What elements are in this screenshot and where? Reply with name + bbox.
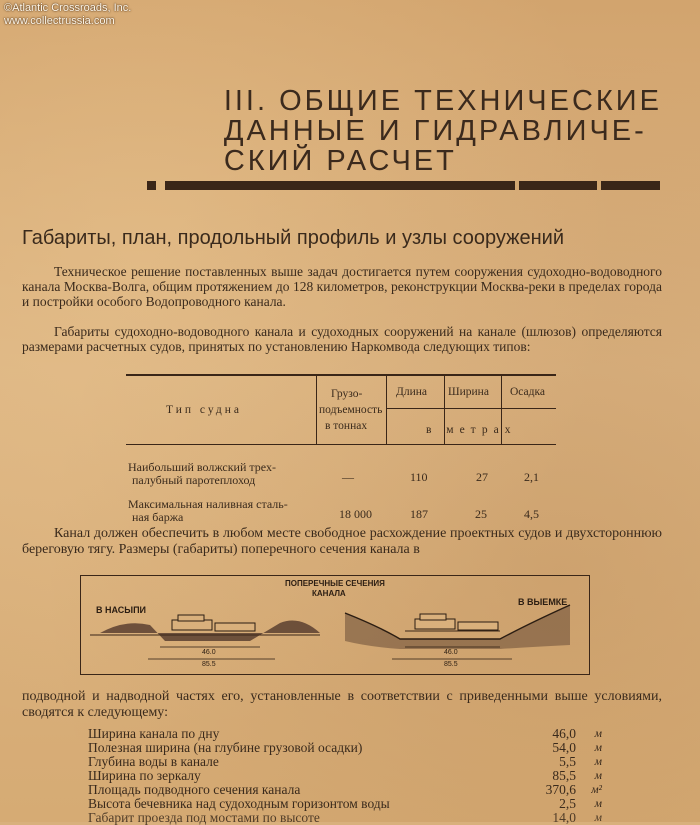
table-row-1-name-1: Наибольший волжский трех-: [128, 460, 276, 474]
dimension-value: 14,0: [552, 810, 576, 825]
paragraph-2: [22, 324, 662, 354]
dimension-label: Габарит проезда под мостами по высоте: [88, 810, 320, 825]
paragraph-3-text: Канал должен обеспечить в любом месте свободное расхождение проектных судов и двухстороннюю береговую тягу. Размеры (габариты) поперечного сечения канала в: [22, 526, 662, 557]
table-row-1-capacity: —: [342, 470, 354, 484]
dimension-row: [88, 741, 608, 755]
chapter-title-line-2: ДАННЫЕ И ГИДРАВЛИЧЕ-: [223, 115, 647, 147]
diagram-left-label: В НАСЫПИ: [96, 605, 147, 615]
dimension-row: [88, 769, 608, 783]
vessel-table: [126, 374, 556, 526]
table-header-width: Ширина: [448, 386, 489, 398]
table-row-1-length: 110: [410, 470, 428, 484]
chapter-title-line-3: СКИЙ РАСЧЕТ: [223, 145, 457, 177]
chapter-title: [224, 86, 662, 176]
table-header-capacity-1: Грузо-: [331, 388, 363, 400]
table-row-2-name-2: ная баржа: [132, 510, 184, 524]
dimension-unit: м²: [591, 784, 602, 796]
chapter-title-line-1: III. ОБЩИЕ ТЕХНИЧЕСКИЕ: [223, 85, 662, 117]
dimension-value: 46,0: [552, 726, 576, 741]
table-row-2-name-1: Максимальная наливная сталь-: [128, 497, 288, 511]
paragraph-1-text: Техническое решение поставленных выше задач достигается путем сооружения судоходно-водоводного канала Москва-Волга, общим протяжением до 128 километров, реконструкции Москва-реки в пределах города и постройки особого Водопроводного канала.: [22, 264, 662, 309]
title-rule: [165, 181, 660, 190]
dimension-value: 370,6: [545, 782, 576, 797]
dimension-row: [88, 783, 608, 797]
watermark-line-2: www.collectrussia.com: [4, 15, 115, 27]
watermark: [4, 2, 131, 28]
paragraph-2-text: Габариты судоходно-водоводного канала и судоходных сооружений на канале (шлюзов) определяются размерами расчетных судов, принятых по установлению Наркомвода следующих типов:: [22, 324, 662, 354]
dimensions-list: [88, 727, 608, 825]
dimension-unit: м: [594, 770, 602, 782]
dimension-label: Высота бечевника над судоходным горизонтом воды: [88, 796, 390, 811]
diagram-title-line-2: КАНАЛА: [312, 589, 346, 598]
paragraph-4: [22, 689, 662, 721]
paragraph-1: [22, 264, 662, 309]
paragraph-4-text: подводной и надводной частях его, установленные в соответствии с приведенными выше условиями, сводятся к следующему:: [22, 689, 662, 720]
table-header-capacity-2: подъемность: [319, 404, 383, 416]
canal-cross-section-diagram: [80, 575, 590, 675]
table-row-1-width: 27: [476, 470, 488, 484]
dimension-row: [88, 755, 608, 769]
table-row-2-width: 25: [475, 507, 487, 521]
section-title: Габариты, план, продольный профиль и узлы сооружений: [22, 227, 565, 249]
dimension-unit: м: [594, 742, 602, 754]
table-header-draft: Осадка: [510, 386, 546, 398]
dimension-unit: м: [594, 756, 602, 768]
table-header-type: Тип судна: [166, 404, 243, 416]
diagram-title-line-1: ПОПЕРЕЧНЫЕ СЕЧЕНИЯ: [285, 579, 385, 588]
dimension-label: Ширина по зеркалу: [88, 768, 201, 783]
diagram-dim-inner-right: 46.0: [444, 649, 458, 656]
dimension-label: Ширина канала по дну: [88, 726, 220, 741]
watermark-line-1: ©Atlantic Crossroads, Inc.: [4, 2, 132, 14]
table-row-2-draft: 4,5: [524, 507, 539, 521]
diagram-dim-outer-left: 85.5: [202, 661, 216, 668]
table-header-capacity-3: в тоннах: [325, 420, 368, 432]
dimension-label: Площадь подводного сечения канала: [88, 782, 301, 797]
diagram-dim-outer-right: 85.5: [444, 661, 458, 668]
dimension-value: 54,0: [552, 740, 576, 755]
dimension-unit: м: [594, 798, 602, 810]
dimension-row: [88, 797, 608, 811]
dimension-value: 5,5: [559, 754, 576, 769]
dimension-unit: м: [594, 728, 602, 740]
table-header-length: Длина: [396, 386, 427, 398]
table-row-1-draft: 2,1: [524, 470, 539, 484]
dimension-label: Глубина воды в канале: [88, 754, 219, 769]
diagram-dim-inner-left: 46.0: [202, 649, 216, 656]
dimension-row: [88, 727, 608, 741]
dimension-unit: м: [594, 812, 602, 824]
table-header-units: в метрах: [426, 424, 517, 436]
dimension-label: Полезная ширина (на глубине грузовой осадки): [88, 740, 363, 755]
dimension-value: 2,5: [559, 796, 576, 811]
dimension-row: [88, 811, 608, 825]
table-row-2-capacity: 18 000: [339, 507, 372, 521]
paragraph-3: [22, 526, 662, 558]
table-row-2-length: 187: [410, 507, 428, 521]
dimension-value: 85,5: [552, 768, 576, 783]
table-row-1-name-2: палубный паротеплоход: [132, 473, 256, 487]
diagram-right-label: В ВЫЕМКЕ: [518, 597, 568, 607]
title-rule-dot: [147, 181, 156, 190]
